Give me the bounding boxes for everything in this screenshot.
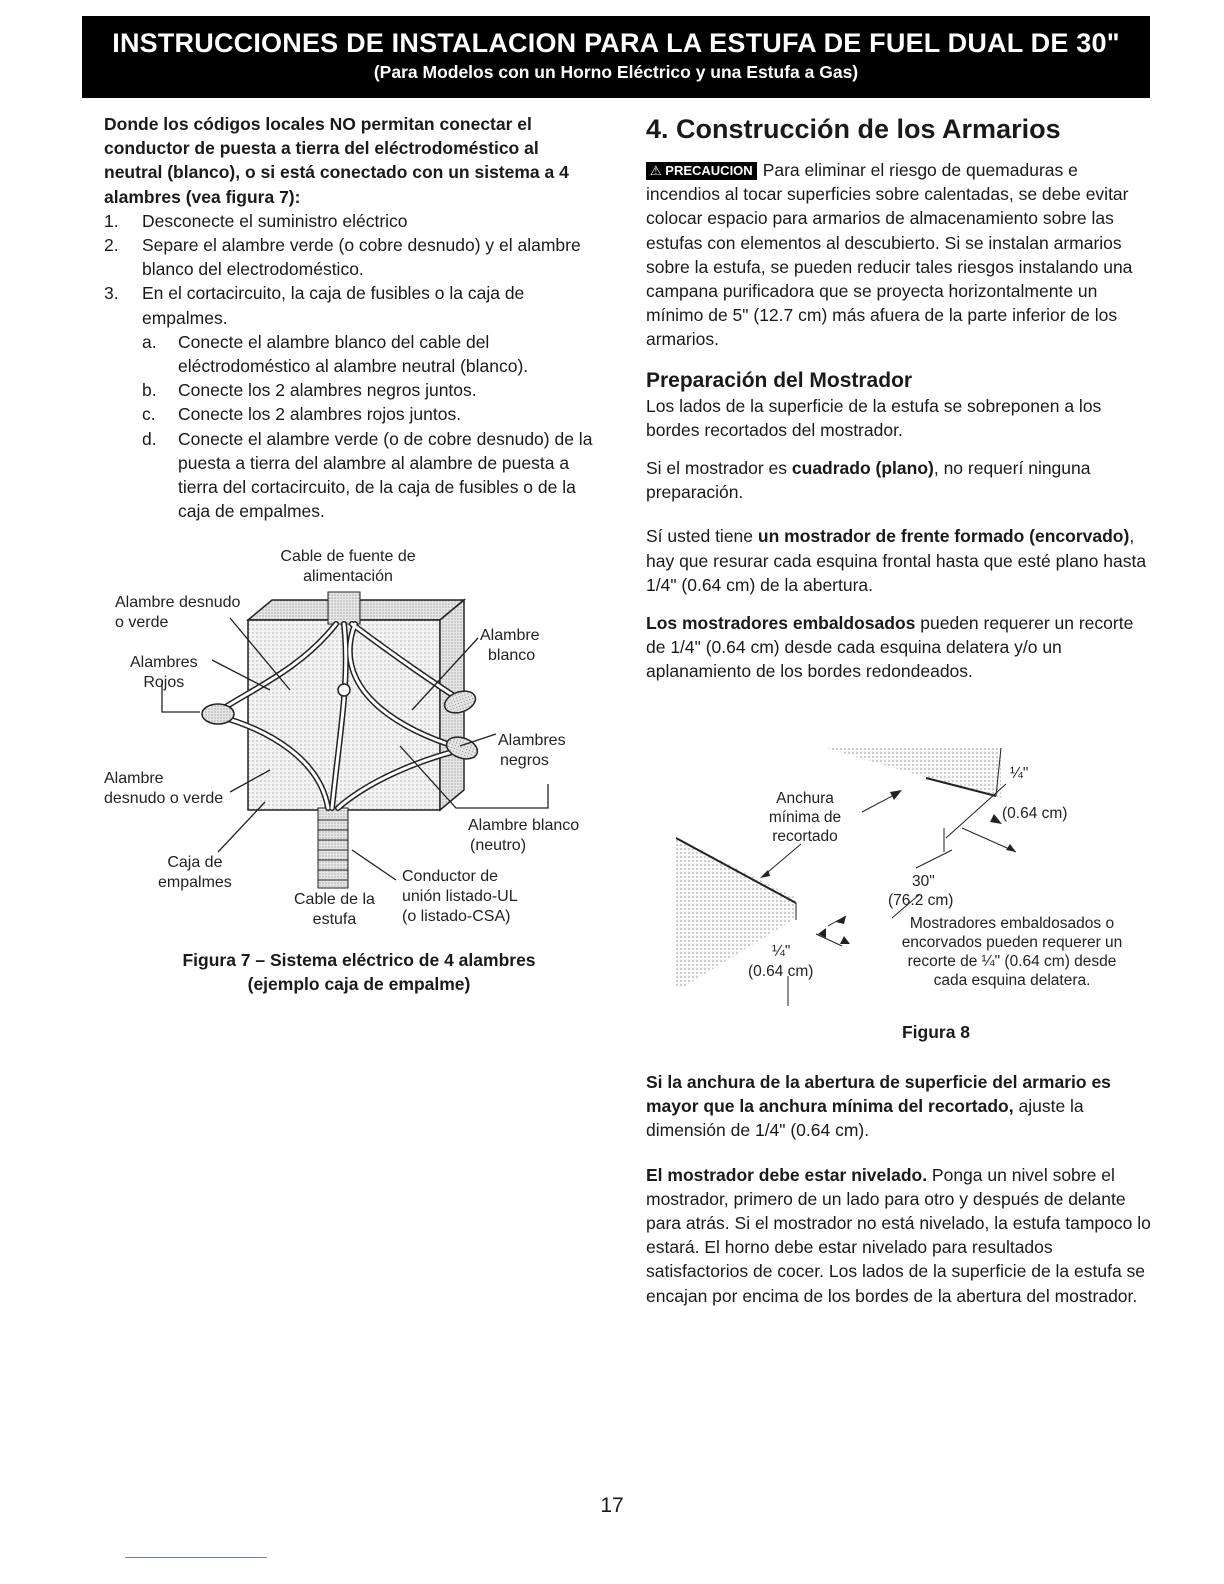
label-line: negros: [500, 752, 549, 769]
text-bold: El mostrador debe estar nivelado.: [646, 1164, 928, 1185]
label-line: Alambre blanco: [468, 817, 580, 834]
label-line: empalmes: [158, 874, 232, 891]
substep-text: Conecte el alambre blanco del cable del eléctrodoméstico al alambre neutral (blanco).: [178, 331, 529, 377]
label-min-cutout-width: [760, 789, 850, 846]
right-column-lower: [646, 1070, 1156, 1308]
text: ajuste la dimensión de 1/4" (0.64 cm).: [646, 1096, 1084, 1141]
page-subtitle: (Para Modelos con un Horno Eléctrico y una Estufa a Gas): [373, 62, 859, 82]
label-line: Alambre desnudo: [115, 594, 241, 611]
stove-cable-conduit: [318, 808, 348, 888]
label-line: Cable de fuente de: [280, 548, 416, 565]
figure-8-caption: [646, 1020, 1224, 1044]
label-line: Alambre: [480, 627, 540, 644]
label-line: alimentación: [303, 568, 393, 585]
substep-list: [142, 330, 594, 524]
bonding-screw: [338, 684, 350, 696]
text: , hay que resurar cada esquina frontal hasta que esté plano hasta 1/4" (0.64 cm) de la abertura.: [646, 526, 1147, 595]
left-column: [104, 112, 594, 523]
supply-cable: [328, 592, 360, 624]
subsection-heading: Preparación del Mostrador: [646, 368, 913, 392]
label-quarter-top: ¼": [1010, 765, 1029, 782]
label-supply-cable: [278, 547, 418, 587]
label-line: recortado: [772, 828, 838, 845]
text: Ponga un nivel sobre el mostrador, primero de un lado para otro y después de delante para atrás. Si el mostrador no está nivelado, la estufa tampoco lo estará. El horno debe estar nivelado para resultados satisfactorios de cocer. Los lados de la superficie de la estufa se encajan por encima de los bordes de la abertura del mostrador.: [646, 1164, 1151, 1306]
label-stove-cable: [294, 890, 375, 930]
figure-8: [676, 748, 1156, 1008]
caution-badge-label: PRECAUCION: [665, 163, 753, 178]
substep-letter: d.: [142, 428, 157, 449]
step-number: 2.: [104, 235, 119, 256]
paragraph: [646, 524, 1156, 597]
text-bold: Los mostradores embaldosados: [646, 613, 916, 634]
footer-rule: [125, 1557, 267, 1558]
label-cm-top: (0.64 cm): [1002, 805, 1068, 822]
label-line: (neutro): [470, 837, 527, 854]
label-tile-note: [872, 914, 1152, 990]
list-item: [142, 378, 594, 402]
caption-line: Figura 7 – Sistema eléctrico de 4 alambres: [182, 950, 536, 970]
label-line: recorte de ¼" (0.64 cm) desde: [907, 953, 1117, 970]
label-bare-wire-top: [115, 593, 240, 633]
header-banner: [82, 16, 1150, 98]
label-cm-bottom: (0.64 cm): [748, 963, 814, 980]
substep-text: Conecte los 2 alambres negros juntos.: [178, 380, 477, 401]
text: Si el mostrador es: [646, 458, 792, 479]
caption-line: (ejemplo caja de empalme): [247, 974, 471, 994]
label-line: encorvados pueden requerer un: [901, 934, 1123, 951]
left-intro: Donde los códigos locales NO permitan conectar el conductor de puesta a tierra del eléctrodoméstico al neutral (blanco), o si está conectado con un sistema a 4 alambres (vea figura 7):: [104, 114, 569, 207]
label-line: Mostradores embaldosados o: [909, 915, 1115, 932]
substep-letter: c.: [142, 404, 156, 425]
figure-7: [100, 540, 620, 940]
paragraph: [646, 611, 1156, 684]
page-title: INSTRUCCIONES DE INSTALACION PARA LA ESTUFA DE FUEL DUAL DE 30": [112, 28, 1120, 58]
label-line: Anchura: [776, 790, 834, 807]
label-line: o verde: [115, 614, 169, 631]
label-junction-box: [158, 853, 232, 893]
list-item: [142, 427, 594, 524]
text-bold: Si la anchura de la abertura de superficie del armario es mayor que la anchura mínima del recortado,: [646, 1072, 1111, 1117]
caution-text: Para eliminar el riesgo de quemaduras e incendios al tocar superficies sobre calentadas, se debe evitar colocar espacio para armarios de almacenamiento sobre las estufas con elementos al descubierto. Si se instalan armarios sobre la estufa, se pueden reducir tales riesgos instalando una campana purificadora que se proyecta horizontalmente un mínimo de 5" (12.7 cm) más afuera de la parte inferior de los armarios.: [646, 160, 1133, 350]
caption-line: Figura 8: [901, 1022, 971, 1042]
label-white-wire: [480, 626, 540, 666]
label-line: (o listado-CSA): [402, 908, 511, 925]
label-line: Alambre: [104, 770, 164, 787]
label-black-wires: [498, 731, 566, 771]
label-bare-wire-bottom: [104, 769, 223, 809]
text-bold: cuadrado (plano): [791, 458, 934, 479]
label-30-inch: 30": [912, 873, 935, 890]
label-line: mínima de: [768, 809, 842, 826]
label-line: desnudo o verde: [104, 790, 224, 807]
label-line: unión listado-UL: [402, 888, 518, 905]
label-line: Alambres: [498, 732, 566, 749]
text: , no requerí ninguna preparación.: [646, 458, 1091, 503]
paragraph: [646, 456, 1156, 504]
step-number: 1.: [104, 210, 119, 231]
caution-badge: ⚠ PRECAUCION: [646, 162, 757, 180]
list-item: [104, 233, 594, 281]
paragraph: [646, 1070, 1156, 1143]
substep-letter: b.: [142, 380, 157, 401]
list-item: [104, 209, 594, 233]
right-column: [646, 112, 1156, 684]
label-bonding-conductor: [402, 867, 518, 927]
label-quarter-bottom: ¼": [772, 943, 791, 960]
text-bold: un mostrador de frente formado (encorvado): [757, 526, 1130, 547]
label-line: Conductor de: [402, 868, 499, 885]
caution-paragraph: [646, 158, 1156, 352]
label-76-cm: (76.2 cm): [888, 892, 954, 909]
paragraph: Los lados de la superficie de la estufa se sobreponen a los bordes recortados del mostrador.: [646, 395, 1102, 440]
label-line: cada esquina delatera.: [933, 972, 1091, 989]
text: pueden requerer un recorte de 1/4" (0.64 cm) desde cada esquina delatera y/o un aplanamiento de los bordes redondeados.: [646, 613, 1134, 682]
step-list: [104, 209, 594, 524]
section-heading: 4. Construcción de los Armarios: [646, 114, 1061, 144]
list-item: [142, 402, 594, 426]
page-number: 17: [600, 1494, 624, 1517]
substep-text: Conecte el alambre verde (o de cobre desnudo) de la puesta a tierra del alambre al alambre de puesta a tierra del cortacircuito, de la caja de fusibles o de la caja de empalmes.: [178, 428, 593, 522]
list-item: [142, 330, 594, 378]
label-line: Rojos: [143, 674, 185, 691]
step-number: 3.: [104, 283, 119, 304]
step-text: Desconecte el suministro eléctrico: [142, 210, 408, 231]
figure-7-caption: [104, 948, 614, 996]
label-line: Cable de la: [294, 891, 375, 908]
text: Sí usted tiene: [646, 526, 758, 547]
step-text: Separe el alambre verde (o cobre desnudo) y el alambre blanco del electrodoméstico.: [142, 235, 581, 280]
label-line: Alambres: [130, 654, 198, 671]
label-line: blanco: [488, 647, 536, 664]
label-line: estufa: [312, 911, 357, 928]
paragraph: [646, 1163, 1156, 1308]
label-red-wires: [130, 653, 198, 693]
label-neutral-wire: [468, 816, 579, 856]
list-item: [104, 281, 594, 523]
step-text: En el cortacircuito, la caja de fusibles o la caja de empalmes.: [142, 283, 525, 328]
substep-text: Conecte los 2 alambres rojos juntos.: [178, 404, 462, 425]
substep-letter: a.: [142, 331, 157, 352]
label-line: Caja de: [167, 854, 223, 871]
